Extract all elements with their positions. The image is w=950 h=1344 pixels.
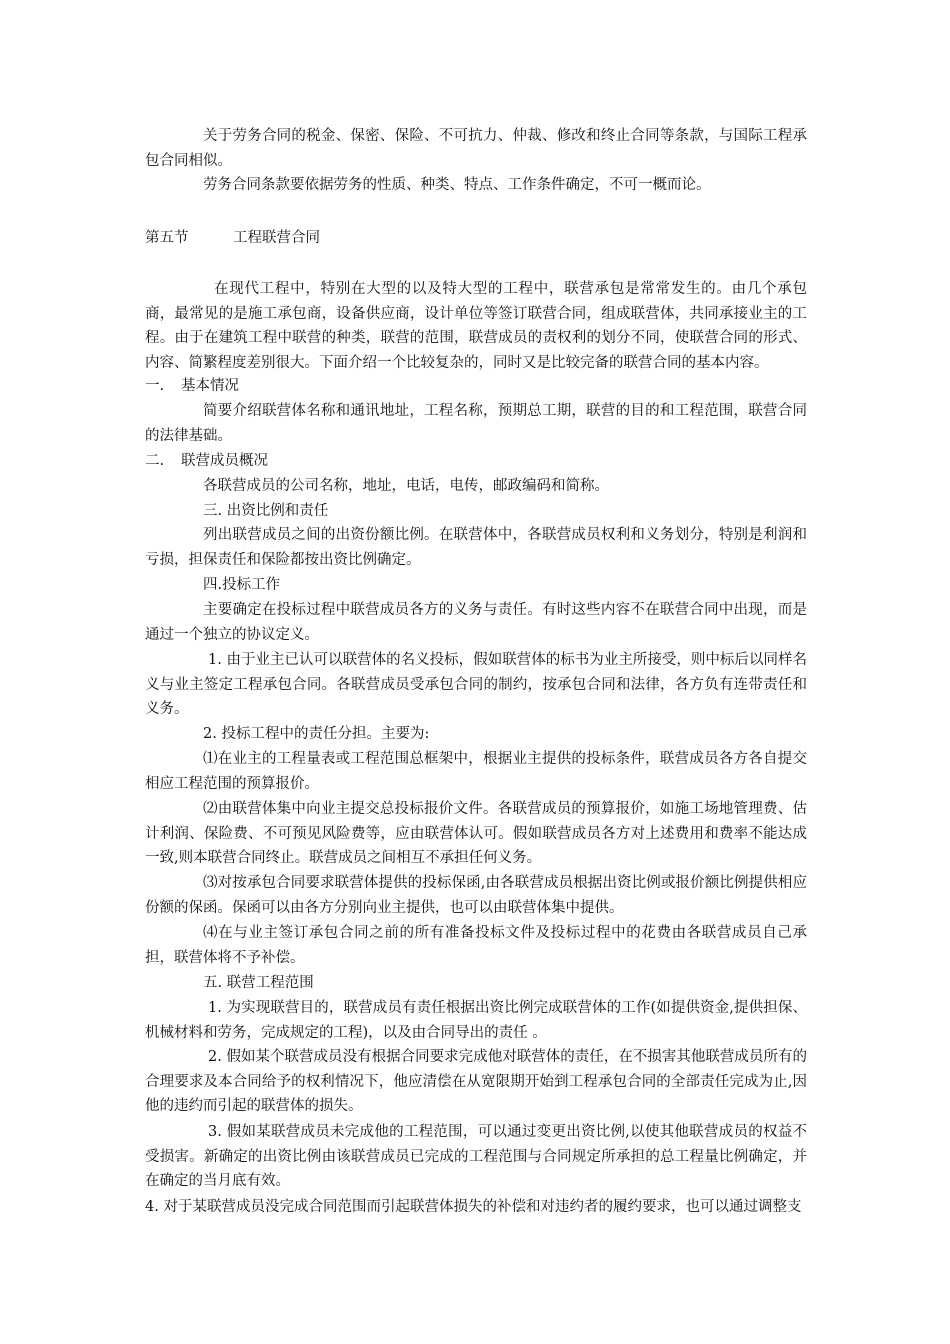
scope-item-2: 2. 假如某个联营成员没有根据合同要求完成他对联营体的责任，在不损害其他联营成员所有的合理要求及本合同给予的权利情况下，他应清偿在从宽限期开始到工程承包合同的全部责任完成为止,因他的违约而引起的联营体的损失。 — [145, 1049, 807, 1114]
heading-number: 一. — [145, 378, 165, 394]
basic-info-paragraph: 简要介绍联营体名称和通讯地址，工程名称，预期总工期，联营的目的和工程范围，联营合同的法律基础。 — [145, 403, 807, 444]
heading-members — [145, 449, 268, 473]
heading-bidding: 四.投标工作 — [203, 577, 281, 593]
section-title: 工程联营合同 — [233, 230, 320, 246]
scope-item-3: 3. 假如某联营成员未完成他的工程范围，可以通过变更出资比例,以使其他联营成员的权益不受损害。新确定的出资比例由该联营成员已完成的工程范围与合同规定所承担的总工程量比例确定，并在确定的当月底有效。 — [145, 1124, 807, 1189]
bidding-subitem-1: ⑴在业主的工程量表或工程范围总框架中，根据业主提供的投标条件，联营成员各方各自提交相应工程范围的预算报价。 — [145, 751, 807, 792]
scope-item-4: 4. 对于某联营成员没完成合同范围而引起联营体损失的补偿和对违约者的履约要求，也可以通过调整支 — [145, 1199, 802, 1215]
heading-text: 联营成员概况 — [181, 453, 268, 469]
section-heading — [145, 226, 320, 250]
heading-basic-info — [145, 374, 239, 398]
section-lead-paragraph: 在现代工程中，特别在大型的以及特大型的工程中，联营承包是常常发生的。由几个承包商，最常见的是施工承包商，设备供应商，设计单位等签订联营合同，组成联营体，共同承接业主的工程。由于在建筑工程中联营的种类，联营的范围，联营成员的责权利的划分不同，使联营合同的形式、内容、简繁程度差别很大。下面介绍一个比较复杂的，同时又是比较完备的联营合同的基本内容。 — [145, 281, 807, 371]
heading-scope: 五. 联营工程范围 — [203, 975, 314, 991]
bidding-subitem-4: ⑷在与业主签订承包合同之前的所有准备投标文件及投标过程中的花费由各联营成员自己承担，联营体将不予补偿。 — [145, 925, 807, 966]
bidding-item-1: 1. 由于业主已认可以联营体的名义投标，假如联营体的标书为业主所接受，则中标后以同样名义与业主签定工程承包合同。各联营成员受承包合同的制约，按承包合同和法律，各方负有连带责任和义务。 — [145, 652, 807, 717]
bidding-subitem-3: ⑶对按承包合同要求联营体提供的投标保函,由各联营成员根据出资比例或报价额比例提供相应份额的保函。保函可以由各方分别向业主提供，也可以由联营体集中提供。 — [145, 875, 807, 916]
heading-contribution: 三. 出资比例和责任 — [203, 503, 329, 519]
section-number: 第五节 — [145, 230, 189, 246]
members-paragraph: 各联营成员的公司名称，地址，电话，电传，邮政编码和简称。 — [203, 478, 609, 494]
heading-number: 二. — [145, 453, 165, 469]
heading-text: 基本情况 — [181, 378, 239, 394]
bidding-item-2: 2. 投标工程中的责任分担。主要为: — [203, 726, 430, 742]
intro-paragraph-2: 劳务合同条款要依据劳务的性质、种类、特点、工作条件确定，不可一概而论。 — [203, 177, 711, 193]
scope-item-1: 1. 为实现联营目的，联营成员有责任根据出资比例完成联营体的工作(如提供资金,提供担保、机械材料和劳务，完成规定的工程)，以及由合同导出的责任 。 — [145, 1000, 807, 1041]
bidding-subitem-2: ⑵由联营体集中向业主提交总投标报价文件。各联营成员的预算报价，如施工场地管理费、估计利润、保险费、不可预见风险费等，应由联营体认可。假如联营成员各方对上述费用和费率不能达成一致,则本联营合同终止。联营成员之间相互不承担任何义务。 — [145, 801, 807, 866]
contribution-paragraph: 列出联营成员之间的出资份额比例。在联营体中，各联营成员权利和义务划分，特别是利润和亏损，担保责任和保险都按出资比例确定。 — [145, 527, 807, 568]
intro-paragraph-1: 关于劳务合同的税金、保密、保险、不可抗力、仲裁、修改和终止合同等条款，与国际工程承包合同相似。 — [145, 128, 807, 169]
bidding-paragraph: 主要确定在投标过程中联营成员各方的义务与责任。有时这些内容不在联营合同中出现，而是通过一个独立的协议定义。 — [145, 602, 807, 643]
